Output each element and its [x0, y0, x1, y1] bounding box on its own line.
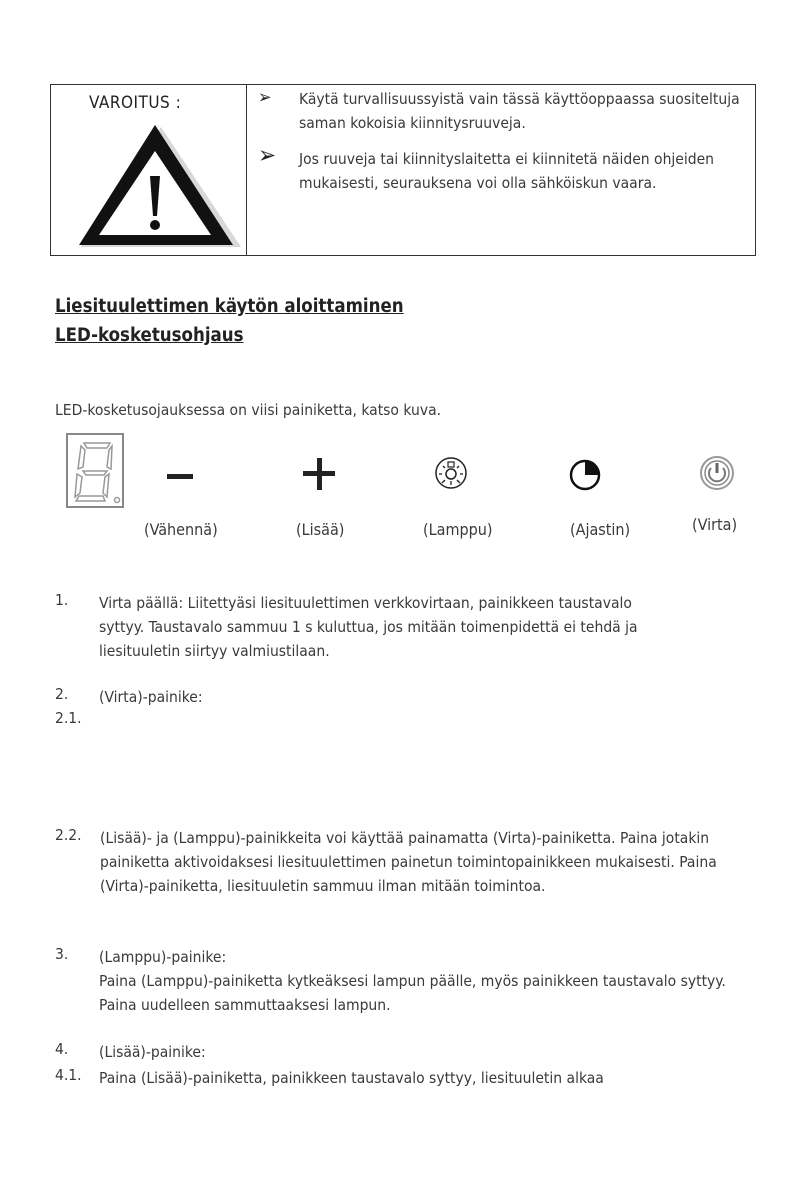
power-icon [699, 455, 735, 491]
button-label-decrease: (Vähennä) [144, 520, 218, 539]
warning-box: VAROITUS : ➢ Käytä turvallisuussyistä vain tässä käyttöoppaassa suositeltuja saman kokoisia kiinnitysruuveja. ➢ Jos ruuveja tai kiinnityslaitetta ei kiinnitetä näiden ohjeiden mukaisesti, seurauksena voi olla sähköiskun vaara. [50, 84, 756, 256]
seven-segment-display-icon [66, 433, 126, 509]
item-number: 3. [55, 945, 69, 963]
button-label-timer: (Ajastin) [570, 520, 631, 539]
arrow-bullet-icon: ➢ [258, 141, 277, 169]
item-number: 2. [55, 685, 69, 703]
item-text: (Lisää)-painike: [99, 1043, 206, 1061]
warning-label-cell [51, 85, 247, 255]
intro-text: LED-kosketusojauksessa on viisi painiketta, katso kuva. [55, 401, 442, 419]
minus-icon [167, 474, 193, 479]
item-text: Virta päällä: Liitettyäsi liesituulettimen verkkovirtaan, painikkeen taustavalo syttyy. Taustavalo sammuu 1 s kuluttua, jos mitään toimenpidettä ei tehdä ja liesituuletin siirtyy valmiustilaan. [99, 594, 638, 660]
item-number: 2.1. [55, 709, 82, 727]
timer-icon [569, 458, 603, 492]
item-text: (Virta)-painike: [99, 688, 203, 706]
item-text: Paina (Lisää)-painiketta, painikkeen taustavalo syttyy, liesituuletin alkaa [99, 1069, 604, 1087]
section-heading: Liesituulettimen käytön aloittaminen [55, 296, 404, 317]
item-text: Paina (Lamppu)-painiketta kytkeäksesi lampun päälle, myös painikkeen taustavalo syttyy. Paina uudelleen sammuttaaksesi lampun. [99, 972, 726, 1014]
item-text: (Lisää)- ja (Lamppu)-painikkeita voi käyttää painamatta (Virta)-painiketta. Paina jotakin painiketta aktivoidaksesi liesituulettimen painetun toimintopainikkeen mukaisesti. Paina (Virta)-painiketta, liesituuletin sammuu ilman mitään toimintoa. [100, 829, 717, 895]
arrow-bullet-icon: ➢ [258, 87, 272, 108]
button-label-increase: (Lisää) [296, 520, 345, 539]
lamp-icon [434, 456, 468, 490]
section-subheading: LED-kosketusohjaus [55, 325, 244, 346]
button-label-lamp: (Lamppu) [423, 520, 493, 539]
warning-triangle-icon [77, 121, 245, 251]
item-text: (Lamppu)-painike: [99, 948, 227, 966]
item-number: 4.1. [55, 1066, 82, 1084]
warning-title: VAROITUS : [89, 93, 182, 113]
plus-icon [303, 458, 335, 490]
item-number: 2.2. [55, 826, 82, 844]
item-number: 4. [55, 1040, 69, 1058]
button-label-power: (Virta) [692, 515, 738, 534]
item-number: 1. [55, 591, 69, 609]
